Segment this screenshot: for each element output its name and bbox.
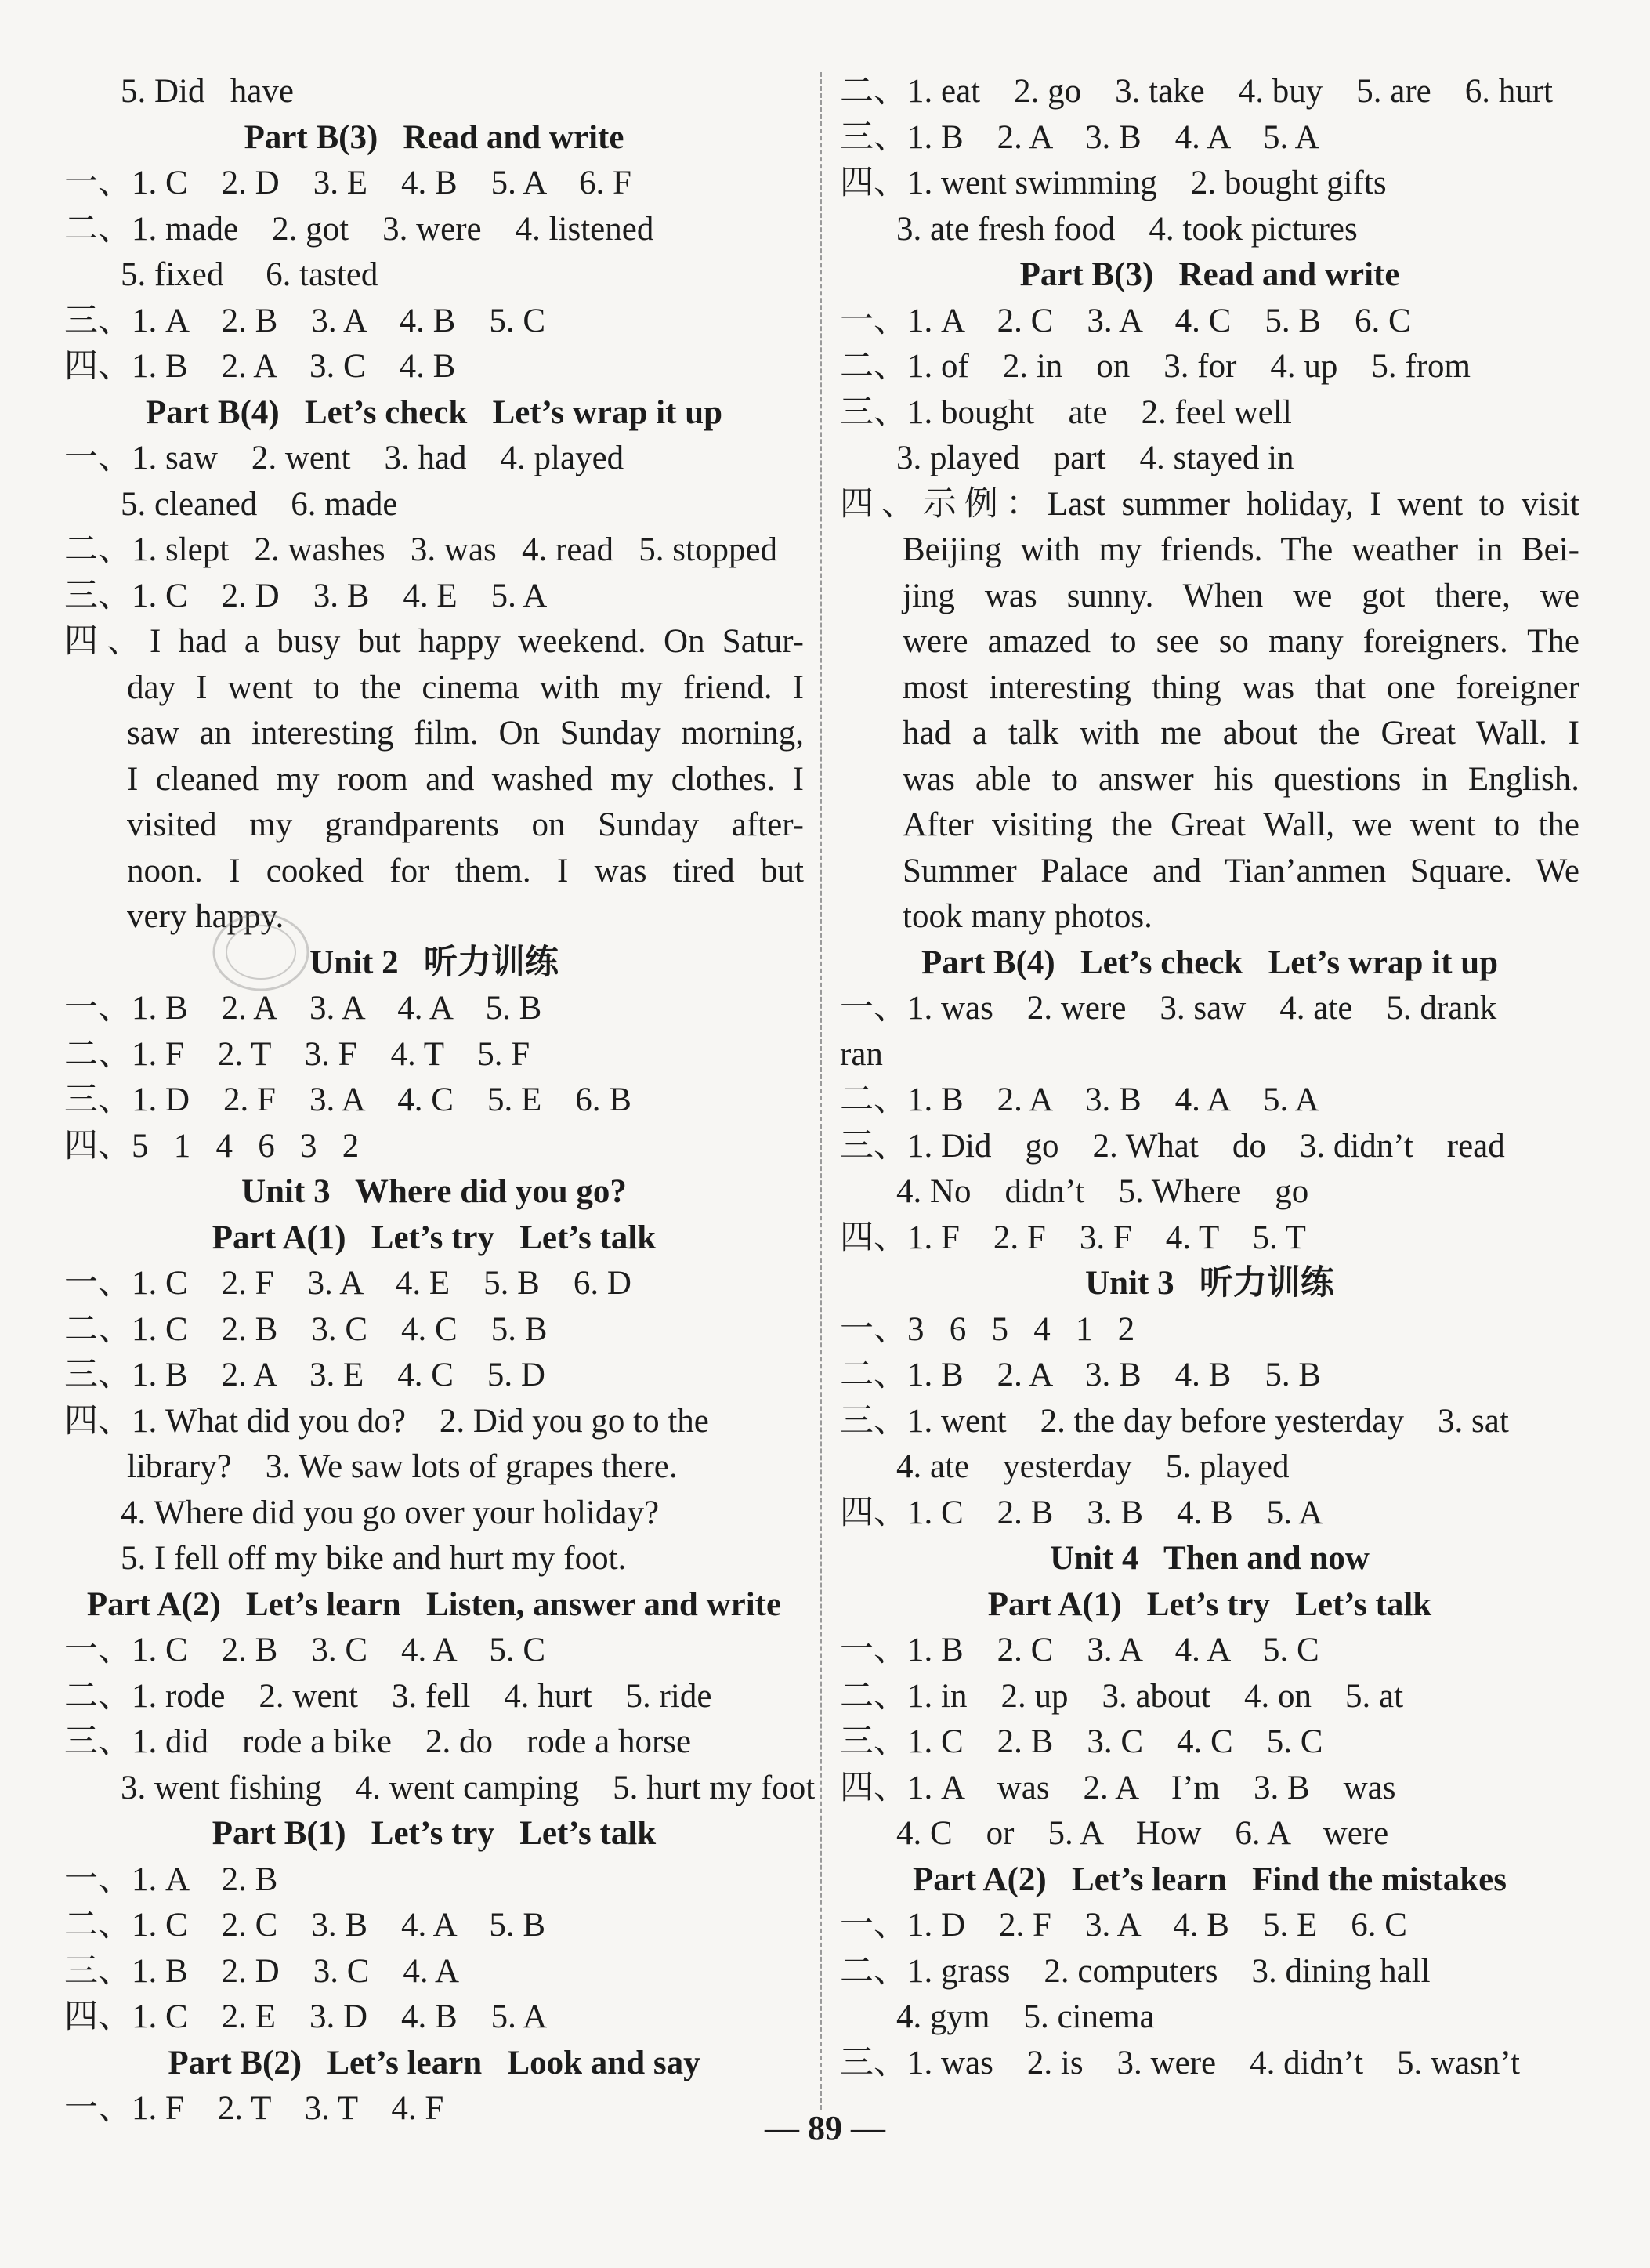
answer-line: 3. played part 4. stayed in bbox=[896, 440, 1294, 476]
answer-line: 三、1. was 2. is 3. were 4. didn’t 5. wasn’t bbox=[840, 2044, 1520, 2081]
answer-line: visited my grandparents on Sunday after- bbox=[127, 806, 804, 843]
answer-line: 3. went fishing 4. went camping 5. hurt my foot bbox=[121, 1769, 816, 1806]
section-heading: Part A(1) Let’s try Let’s talk bbox=[987, 1585, 1432, 1623]
answer-line: 三、1. did rode a bike 2. do rode a horse bbox=[64, 1723, 692, 1760]
answer-line: 四、示例：Last summer holiday, I went to visit bbox=[840, 485, 1579, 523]
answer-line: most interesting thing was that one foreigner bbox=[903, 668, 1579, 706]
answer-line: 一、1. was 2. were 3. saw 4. ate 5. drank bbox=[840, 990, 1497, 1027]
answer-line: 三、1. B 2. A 3. E 4. C 5. D bbox=[64, 1357, 545, 1393]
section-heading: Unit 3 听力训练 bbox=[1085, 1265, 1334, 1302]
section-heading: Part B(3) Read and write bbox=[1019, 256, 1400, 293]
answer-line: 3. ate fresh food 4. took pictures bbox=[896, 210, 1358, 248]
answer-line: 二、1. of 2. in on 3. for 4. up 5. from bbox=[840, 348, 1471, 385]
answer-line: 四、1. C 2. B 3. B 4. B 5. A bbox=[840, 1494, 1323, 1531]
answer-column-right bbox=[840, 69, 1579, 2086]
answer-line: 5. I fell off my bike and hurt my foot. bbox=[121, 1540, 627, 1577]
answer-line: was able to answer his questions in English. bbox=[903, 760, 1579, 798]
answer-line: 4. No didn’t 5. Where go bbox=[896, 1173, 1309, 1210]
answer-line: 一、1. C 2. B 3. C 4. A 5. C bbox=[64, 1632, 546, 1668]
answer-line: 4. gym 5. cinema bbox=[896, 1998, 1155, 2035]
answer-line: 一、1. A 2. C 3. A 4. C 5. B 6. C bbox=[840, 302, 1411, 339]
answer-line: 二、1. C 2. B 3. C 4. C 5. B bbox=[64, 1310, 548, 1348]
answer-line: took many photos. bbox=[903, 898, 1152, 935]
section-heading: Part B(3) Read and write bbox=[244, 118, 624, 156]
stamp-watermark bbox=[210, 909, 312, 995]
answer-line: 一、1. saw 2. went 3. had 4. played bbox=[64, 440, 624, 476]
column-divider bbox=[820, 72, 822, 2110]
answer-line: 三、1. B 2. A 3. B 4. A 5. A bbox=[840, 118, 1319, 156]
answer-line: 四、1. B 2. A 3. C 4. B bbox=[64, 348, 456, 385]
answer-line: 二、1. eat 2. go 3. take 4. buy 5. are 6. hurt bbox=[840, 73, 1553, 110]
answer-line: 5. fixed 6. tasted bbox=[121, 256, 378, 293]
answer-line: noon. I cooked for them. I was tired but bbox=[127, 852, 804, 889]
answer-line: 一、1. C 2. D 3. E 4. B 5. A 6. F bbox=[64, 165, 631, 201]
answer-line: 三、1. bought ate 2. feel well bbox=[840, 393, 1292, 431]
answer-line: 三、1. C 2. B 3. C 4. C 5. C bbox=[840, 1723, 1323, 1760]
answer-line: 四、1. C 2. E 3. D 4. B 5. A bbox=[64, 1998, 548, 2035]
answer-line: 二、1. in 2. up 3. about 4. on 5. at bbox=[840, 1677, 1404, 1715]
answer-line: 4. C or 5. A How 6. A were bbox=[896, 1815, 1389, 1852]
answer-line: 三、1. went 2. the day before yesterday 3. sat bbox=[840, 1402, 1509, 1440]
answer-line: 四、I had a busy but happy weekend. On Satur- bbox=[64, 623, 804, 660]
answer-line: ran bbox=[840, 1035, 883, 1073]
page-number: — 89 — bbox=[765, 2109, 885, 2147]
answer-line: Summer Palace and Tian’anmen Square. We bbox=[903, 852, 1579, 889]
answer-line: 二、1. grass 2. computers 3. dining hall bbox=[840, 1952, 1431, 1990]
answer-line: 三、1. Did go 2. What do 3. didn’t read bbox=[840, 1127, 1505, 1165]
answer-line: 一、1. A 2. B bbox=[64, 1860, 278, 1898]
answer-line: 4. Where did you go over your holiday? bbox=[121, 1494, 660, 1531]
answer-line: 四、1. went swimming 2. bought gifts bbox=[840, 165, 1387, 201]
answer-line: Beijing with my friends. The weather in Bei- bbox=[903, 531, 1579, 568]
answer-line: very happy. bbox=[127, 898, 284, 935]
section-heading: Part A(2) Let’s learn Listen, answer and write bbox=[86, 1585, 782, 1623]
answer-line: 二、1. made 2. got 3. were 4. listened bbox=[64, 210, 654, 248]
answer-line: 四、5 1 4 6 3 2 bbox=[64, 1127, 360, 1165]
answer-line: 一、3 6 5 4 1 2 bbox=[840, 1310, 1135, 1348]
answer-line: After visiting the Great Wall, we went to the bbox=[903, 806, 1579, 843]
answer-line: library? 3. We saw lots of grapes there. bbox=[127, 1448, 678, 1485]
answer-line: 四、1. F 2. F 3. F 4. T 5. T bbox=[840, 1219, 1306, 1256]
answer-line: 4. ate yesterday 5. played bbox=[896, 1448, 1290, 1485]
section-heading: Unit 4 Then and now bbox=[1050, 1540, 1370, 1577]
answer-line: saw an interesting film. On Sunday morning, bbox=[127, 715, 804, 752]
answer-line: 二、1. rode 2. went 3. fell 4. hurt 5. ride bbox=[64, 1677, 712, 1715]
section-heading: Part A(1) Let’s try Let’s talk bbox=[212, 1219, 657, 1256]
answer-line: 二、1. slept 2. washes 3. was 4. read 5. stopped bbox=[64, 531, 778, 568]
section-heading: Part B(2) Let’s learn Look and say bbox=[168, 2044, 700, 2081]
answer-line: 三、1. C 2. D 3. B 4. E 5. A bbox=[64, 577, 548, 614]
section-heading: Unit 3 Where did you go? bbox=[241, 1173, 627, 1210]
answer-line: 三、1. D 2. F 3. A 4. C 5. E 6. B bbox=[64, 1081, 631, 1118]
answer-line: 三、1. B 2. D 3. C 4. A bbox=[64, 1952, 460, 1990]
section-heading: Part A(2) Let’s learn Find the mistakes bbox=[913, 1860, 1507, 1898]
answer-line: 一、1. F 2. T 3. T 4. F bbox=[64, 2090, 444, 2127]
answer-line: 5. Did have bbox=[121, 73, 294, 110]
section-heading: Unit 2 听力训练 bbox=[309, 944, 559, 981]
answer-line: were amazed to see so many foreigners. The bbox=[903, 623, 1579, 660]
section-heading: Part B(1) Let’s try Let’s talk bbox=[212, 1815, 657, 1852]
answer-column-left bbox=[64, 69, 816, 2132]
answer-line: 一、1. B 2. C 3. A 4. A 5. C bbox=[840, 1632, 1319, 1668]
answer-line: 二、1. F 2. T 3. F 4. T 5. F bbox=[64, 1035, 530, 1073]
answer-line: day I went to the cinema with my friend. I bbox=[127, 668, 804, 706]
answer-line: I cleaned my room and washed my clothes. I bbox=[127, 760, 804, 798]
answer-line: jing was sunny. When we got there, we bbox=[903, 577, 1579, 614]
section-heading: Part B(4) Let’s check Let’s wrap it up bbox=[145, 393, 723, 431]
answer-line: 四、1. What did you do? 2. Did you go to the bbox=[64, 1402, 709, 1440]
answer-line: 二、1. B 2. A 3. B 4. B 5. B bbox=[840, 1357, 1322, 1393]
answer-line: 三、1. A 2. B 3. A 4. B 5. C bbox=[64, 302, 546, 339]
answer-line: 5. cleaned 6. made bbox=[121, 485, 398, 523]
section-heading: Part B(4) Let’s check Let’s wrap it up bbox=[921, 944, 1499, 981]
answer-line: 二、1. C 2. C 3. B 4. A 5. B bbox=[64, 1907, 546, 1944]
answer-line: 四、1. A was 2. A I’m 3. B was bbox=[840, 1769, 1396, 1806]
answer-line: 一、1. B 2. A 3. A 4. A 5. B bbox=[64, 990, 542, 1027]
answer-line: 二、1. B 2. A 3. B 4. A 5. A bbox=[840, 1081, 1319, 1118]
answer-line: 一、1. D 2. F 3. A 4. B 5. E 6. C bbox=[840, 1907, 1407, 1944]
answer-line: 一、1. C 2. F 3. A 4. E 5. B 6. D bbox=[64, 1265, 631, 1302]
answer-line: had a talk with me about the Great Wall. I bbox=[903, 715, 1579, 752]
